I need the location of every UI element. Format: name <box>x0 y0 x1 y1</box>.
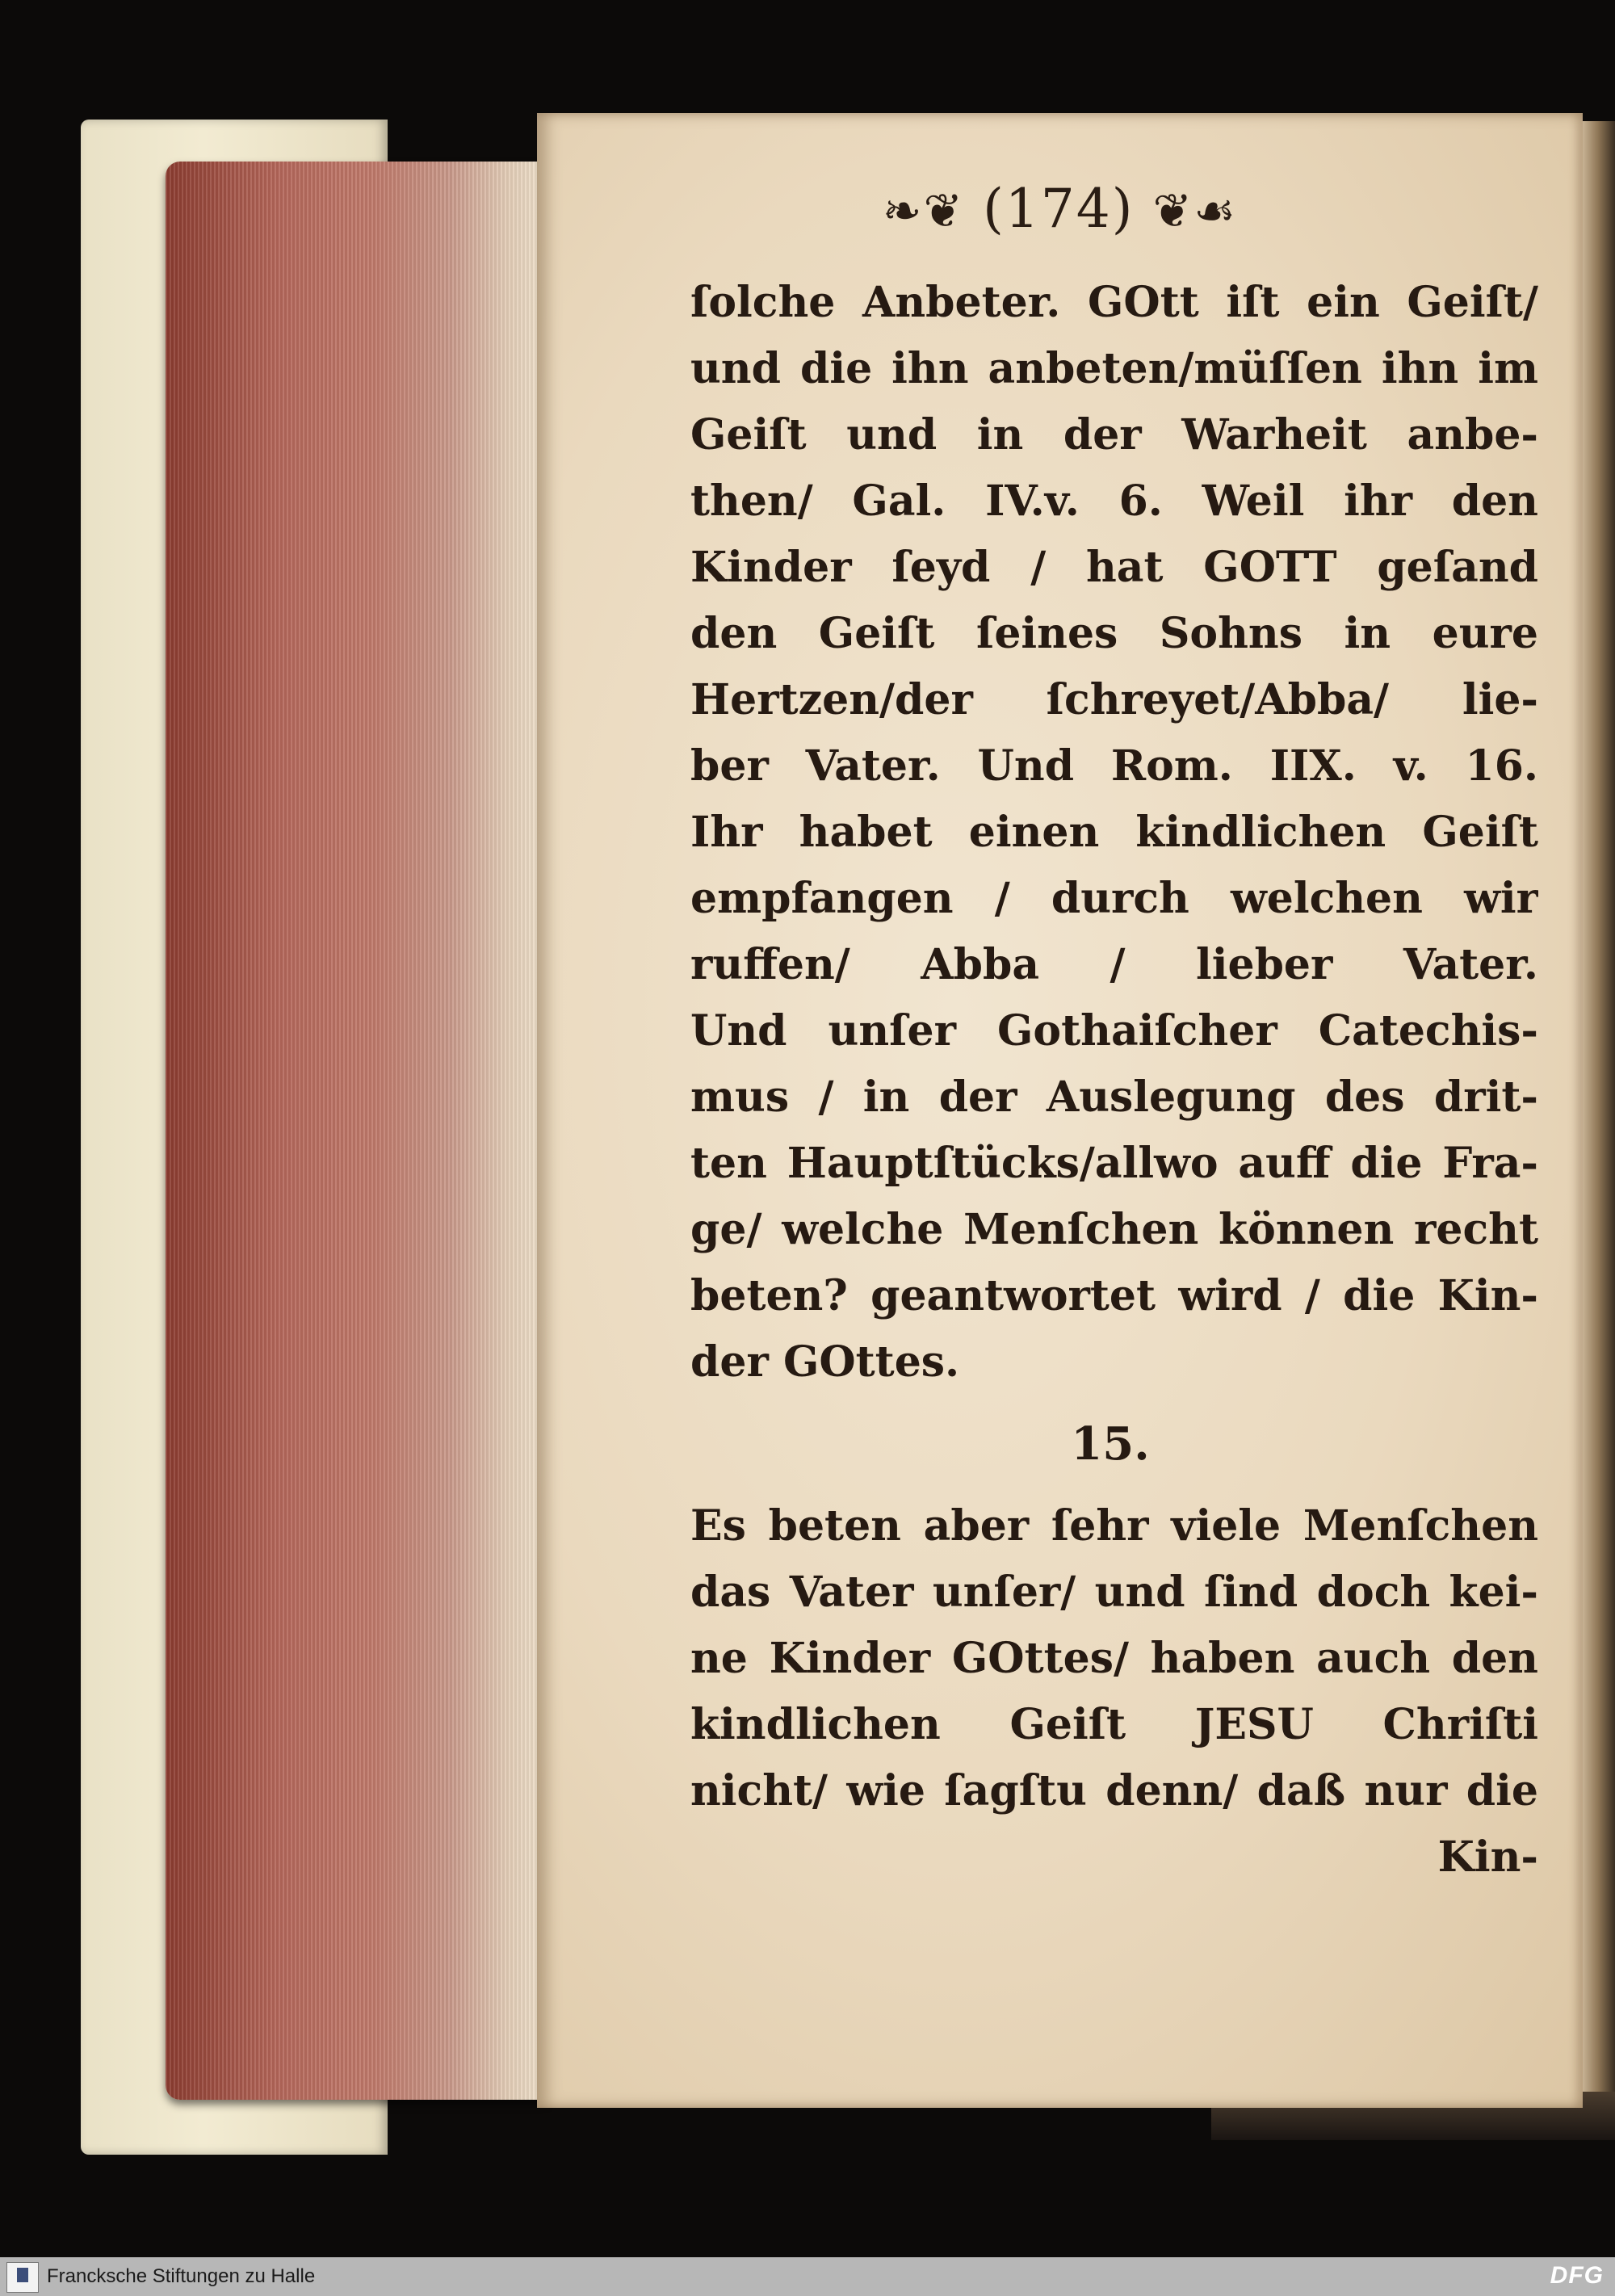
catchword: Kin- <box>1437 1832 1538 1882</box>
text-line: kindlichen Geiſt JESU Chriſti <box>690 1700 1538 1749</box>
book-spine-edge <box>1581 121 1615 2124</box>
text-line: ge/ welche Menſchen können recht <box>690 1205 1538 1254</box>
institution-logo-icon <box>6 2262 39 2293</box>
text-line: ruffen/ Abba / lieber Vater. <box>690 940 1538 989</box>
ornament-right-icon: ❦☙ <box>1152 183 1238 238</box>
viewer-footer-bar <box>0 2257 1615 2296</box>
text-line: Es beten aber ſehr viele Menſchen <box>690 1501 1538 1551</box>
text-line: Hertzen/der ſchreyet/Abba/ lie- <box>690 675 1538 724</box>
text-line: nicht/ wie ſagſtu denn/ daß nur die <box>690 1766 1538 1815</box>
text-line: Und unſer Gothaiſcher Catechis- <box>690 1006 1538 1056</box>
text-line: mus / in der Auslegung des drit- <box>690 1072 1538 1122</box>
text-line: der GOttes. <box>690 1337 960 1387</box>
text-line: then/ Gal. IV.v. 6. Weil ihr den <box>690 476 1538 526</box>
text-line: Kinder ſeyd / hat GOTT geſand <box>690 543 1538 592</box>
page-header <box>537 178 1583 250</box>
institution-name: Francksche Stiftungen zu Halle <box>47 2265 316 2287</box>
page-fore-edge <box>166 162 545 2100</box>
text-line: empfangen / durch welchen wir <box>690 874 1538 923</box>
text-line: und die ihn anbeten/müſſen ihn im <box>690 344 1538 393</box>
page-number: (174) <box>983 178 1135 240</box>
text-line: beten? geantwortet wird / die Kin- <box>690 1271 1538 1320</box>
dfg-logo: DFG <box>1550 2262 1604 2289</box>
text-line: ne Kinder GOttes/ haben auch den <box>690 1634 1538 1683</box>
ornament-left-icon: ❧❦ <box>882 183 965 238</box>
text-line: das Vater unſer/ und ſind doch kei- <box>690 1568 1538 1617</box>
text-line: ber Vater. Und Rom. IIX. v. 16. <box>690 741 1538 791</box>
text-line: Geiſt und in der Warheit anbe- <box>690 410 1538 460</box>
text-line: ſolche Anbeter. GOtt iſt ein Geiſt/ <box>690 278 1538 327</box>
text-line: ten Hauptſtücks/allwo auff die Fra- <box>690 1139 1538 1188</box>
text-line: Ihr habet einen kindlichen Geiſt <box>690 808 1538 857</box>
text-line: den Geiſt ſeines Sohns in eure <box>690 609 1538 658</box>
section-number: 15. <box>1071 1417 1150 1471</box>
